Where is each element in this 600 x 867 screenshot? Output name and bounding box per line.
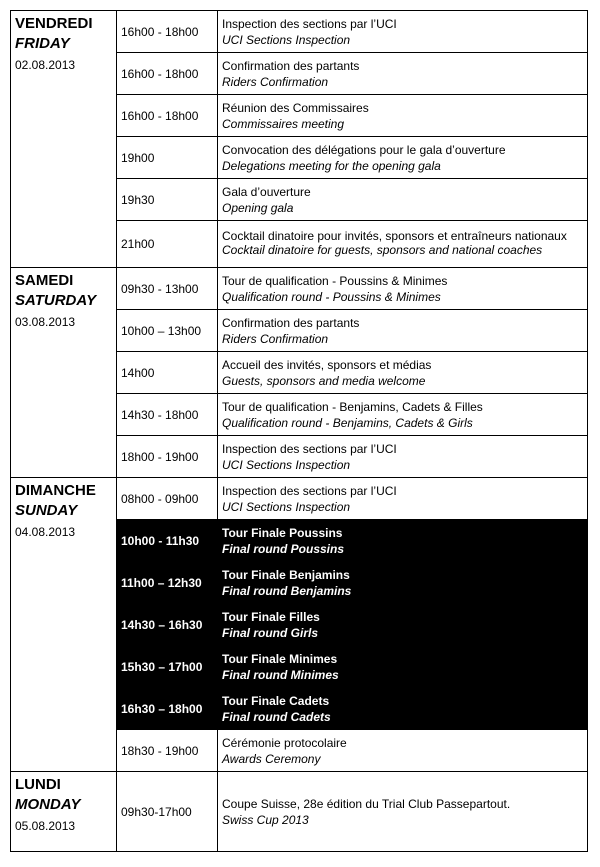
event-time: 14h30 - 18h00 <box>117 394 218 436</box>
event-title-fr: Convocation des délégations pour le gala d’ouverture <box>222 142 506 157</box>
event-time: 16h00 - 18h00 <box>117 95 218 137</box>
event-title-en: Opening gala <box>222 200 294 215</box>
event-description <box>218 221 588 268</box>
event-title-en: Guests, sponsors and media welcome <box>222 373 426 388</box>
event-title-en: Commissaires meeting <box>222 116 345 131</box>
day-name-en: MONDAY <box>15 796 81 813</box>
event-title-fr: Cocktail dinatoire pour invités, sponsors et entraîneurs nationaux <box>222 229 567 243</box>
day-date: 02.08.2013 <box>15 58 76 72</box>
day-name-en: SUNDAY <box>15 502 78 519</box>
event-title-fr: Tour de qualification - Benjamins, Cadets & Filles <box>222 399 483 414</box>
event-description <box>218 310 588 352</box>
event-title-en: UCI Sections Inspection <box>222 32 351 47</box>
event-title-fr: Tour Finale Poussins <box>222 525 343 540</box>
event-description <box>218 688 588 730</box>
event-title-fr: Gala d’ouverture <box>222 184 311 199</box>
event-description <box>218 478 588 520</box>
event-title-en: Delegations meeting for the opening gala <box>222 158 441 173</box>
day-date: 04.08.2013 <box>15 525 76 539</box>
table-row <box>11 478 588 520</box>
event-title-en: Final round Cadets <box>222 709 331 724</box>
event-title-en: Riders Confirmation <box>222 331 329 346</box>
event-title-en: Final round Minimes <box>222 667 339 682</box>
event-time: 16h00 - 18h00 <box>117 11 218 53</box>
day-name-fr: LUNDI <box>15 776 61 793</box>
event-time: 18h00 - 19h00 <box>117 436 218 478</box>
event-description <box>218 352 588 394</box>
day-name-en: FRIDAY <box>15 35 70 52</box>
event-description <box>218 11 588 53</box>
event-time: 18h30 - 19h00 <box>117 730 218 772</box>
event-title-fr: Tour de qualification - Poussins & Minimes <box>222 273 448 288</box>
day-cell-saturday <box>11 268 117 478</box>
event-time: 09h30-17h00 <box>117 772 218 852</box>
event-time: 21h00 <box>117 221 218 268</box>
event-title-fr: Tour Finale Cadets <box>222 693 330 708</box>
event-description <box>218 436 588 478</box>
table-row <box>11 772 588 852</box>
day-name-fr: VENDREDI <box>15 15 93 32</box>
day-name-fr: SAMEDI <box>15 272 74 289</box>
event-title-fr: Accueil des invités, sponsors et médias <box>222 357 432 372</box>
event-title-fr: Cérémonie protocolaire <box>222 735 347 750</box>
table-row <box>11 268 588 310</box>
event-description <box>218 646 588 688</box>
event-time: 09h30 - 13h00 <box>117 268 218 310</box>
event-title-en: Cocktail dinatoire for guests, sponsors and national coaches <box>222 243 543 257</box>
event-title-fr: Inspection des sections par l’UCI <box>222 16 397 31</box>
event-description <box>218 562 588 604</box>
event-title-fr: Tour Finale Benjamins <box>222 567 350 582</box>
day-name-en: SATURDAY <box>15 292 97 309</box>
event-title-fr: Réunion des Commissaires <box>222 100 369 115</box>
event-time: 19h30 <box>117 179 218 221</box>
event-title-en: Swiss Cup 2013 <box>222 812 309 827</box>
event-time: 16h30 – 18h00 <box>117 688 218 730</box>
event-title-fr: Inspection des sections par l’UCI <box>222 483 397 498</box>
event-title-en: Qualification round - Benjamins, Cadets & Girls <box>222 415 473 430</box>
event-title-en: Qualification round - Poussins & Minimes <box>222 289 441 304</box>
event-title-fr: Tour Finale Filles <box>222 609 320 624</box>
event-title-fr: Inspection des sections par l’UCI <box>222 441 397 456</box>
event-title-en: Final round Benjamins <box>222 583 352 598</box>
event-title-fr: Confirmation des partants <box>222 315 360 330</box>
event-description <box>218 394 588 436</box>
event-title-fr: Confirmation des partants <box>222 58 360 73</box>
event-title-fr: Tour Finale Minimes <box>222 651 338 666</box>
event-description <box>218 520 588 562</box>
event-time: 14h30 – 16h30 <box>117 604 218 646</box>
event-time: 10h00 – 13h00 <box>117 310 218 352</box>
event-description <box>218 53 588 95</box>
event-time: 14h00 <box>117 352 218 394</box>
event-title-en: Riders Confirmation <box>222 74 329 89</box>
event-title-en: Awards Ceremony <box>222 751 321 766</box>
event-title-en: UCI Sections Inspection <box>222 457 351 472</box>
event-description <box>218 730 588 772</box>
event-time: 10h00 - 11h30 <box>117 520 218 562</box>
event-title-en: UCI Sections Inspection <box>222 499 351 514</box>
event-title-en: Final round Poussins <box>222 541 345 556</box>
event-title-en: Final round Girls <box>222 625 319 640</box>
event-title-fr: Coupe Suisse, 28e édition du Trial Club Passepartout. <box>222 796 511 811</box>
day-date: 05.08.2013 <box>15 819 76 833</box>
event-description <box>218 179 588 221</box>
day-cell-sunday <box>11 478 117 772</box>
event-description <box>218 604 588 646</box>
event-time: 15h30 – 17h00 <box>117 646 218 688</box>
event-time: 19h00 <box>117 137 218 179</box>
day-name-fr: DIMANCHE <box>15 482 96 499</box>
day-cell-monday <box>11 772 117 852</box>
event-description <box>218 268 588 310</box>
table-row <box>11 11 588 53</box>
event-description <box>218 95 588 137</box>
day-cell-friday <box>11 11 117 268</box>
event-time: 16h00 - 18h00 <box>117 53 218 95</box>
day-date: 03.08.2013 <box>15 315 76 329</box>
event-time: 08h00 - 09h00 <box>117 478 218 520</box>
event-time: 11h00 – 12h30 <box>117 562 218 604</box>
schedule-table <box>10 10 588 852</box>
event-description <box>218 772 588 852</box>
event-description <box>218 137 588 179</box>
